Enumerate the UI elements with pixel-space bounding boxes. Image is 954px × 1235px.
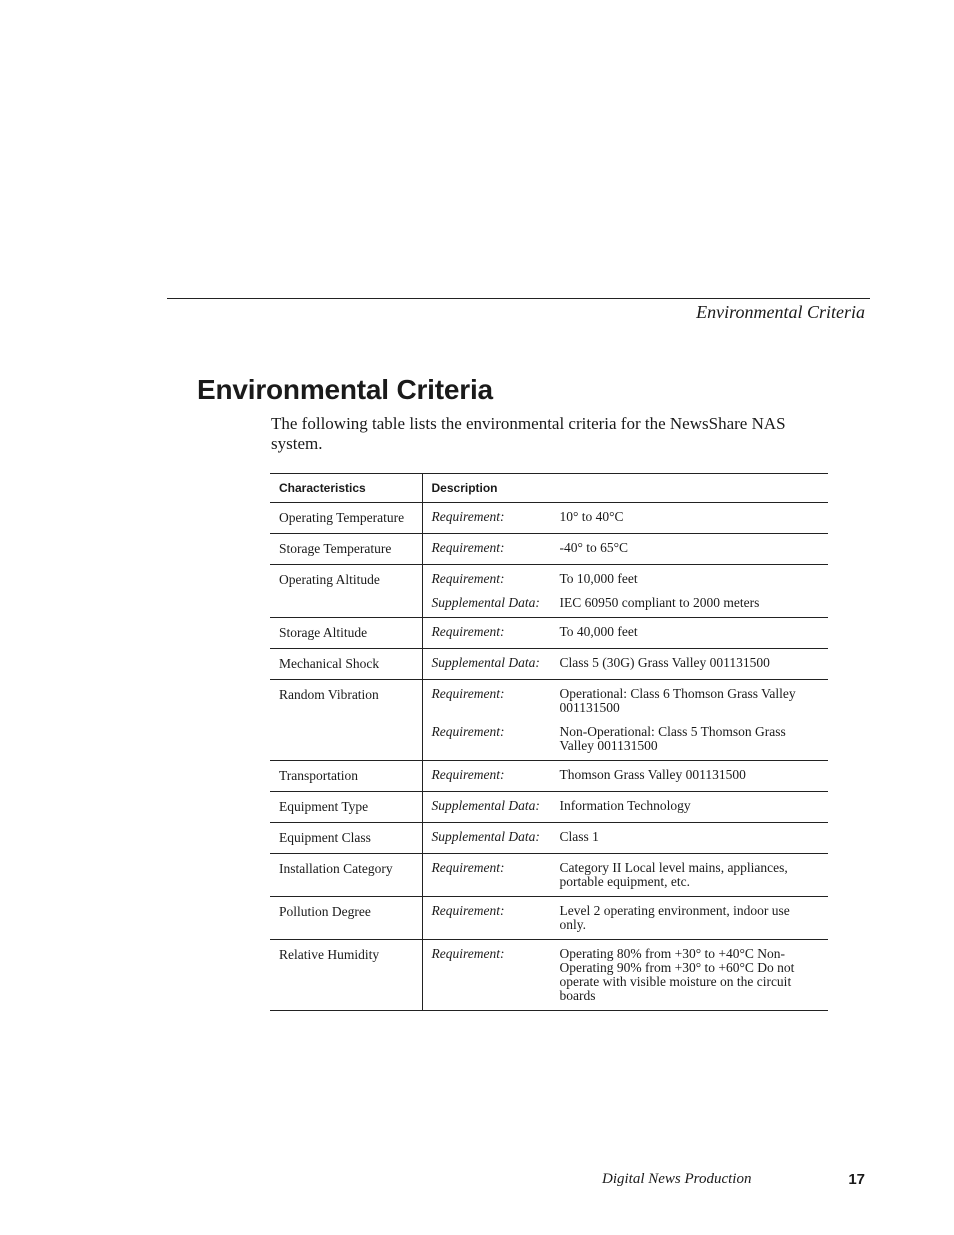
entry-label: Supplemental Data: [431, 798, 540, 813]
description-entry [432, 687, 829, 715]
table-row [270, 649, 828, 680]
description-entry [432, 625, 829, 639]
description-cell [422, 897, 828, 940]
table-row [270, 503, 828, 534]
entry-label: Requirement: [431, 624, 505, 639]
entry-label: Requirement: [431, 860, 505, 875]
description-entry [432, 510, 829, 524]
table-row [270, 680, 828, 761]
description-cell [422, 565, 828, 618]
characteristic-cell: Equipment Class [270, 823, 422, 854]
table-row [270, 940, 828, 1011]
description-entry [432, 947, 829, 1003]
entry-label: Requirement: [431, 767, 505, 782]
header-rule [167, 298, 870, 299]
entry-value: To 10,000 feet [559, 571, 638, 586]
entry-value: Class 1 [559, 829, 599, 844]
characteristic-cell: Operating Temperature [270, 503, 422, 534]
column-header-characteristics: Characteristics [270, 474, 422, 503]
description-entry [432, 830, 829, 844]
entry-label: Requirement: [431, 686, 505, 701]
description-cell [422, 680, 828, 761]
table-row [270, 618, 828, 649]
page-number: 17 [848, 1171, 865, 1188]
entry-value: Operational: Class 6 Thomson Grass Valley 001131500 [559, 686, 796, 715]
description-cell [422, 649, 828, 680]
entry-value: IEC 60950 compliant to 2000 meters [559, 595, 760, 610]
characteristic-cell: Storage Temperature [270, 534, 422, 565]
description-entry [432, 725, 829, 753]
description-cell [422, 761, 828, 792]
entry-value: Information Technology [559, 798, 691, 813]
entry-label: Requirement: [431, 946, 505, 961]
description-cell [422, 618, 828, 649]
column-header-description: Description [431, 481, 498, 495]
entry-value: Thomson Grass Valley 001131500 [559, 767, 746, 782]
table-row [270, 565, 828, 618]
entry-value: Non-Operational: Class 5 Thomson Grass Valley 001131500 [559, 724, 786, 753]
entry-label: Requirement: [431, 903, 505, 918]
characteristic-cell: Operating Altitude [270, 565, 422, 618]
entry-label: Supplemental Data: [431, 655, 540, 670]
page-title: Environmental Criteria [197, 374, 493, 405]
description-cell [422, 792, 828, 823]
entry-label: Supplemental Data: [431, 829, 540, 844]
table-row [270, 854, 828, 897]
entry-label: Requirement: [431, 540, 505, 555]
table-row [270, 534, 828, 565]
characteristic-cell: Storage Altitude [270, 618, 422, 649]
description-entry [432, 596, 829, 610]
description-entry [432, 861, 829, 889]
description-entry [432, 541, 829, 555]
characteristic-cell: Transportation [270, 761, 422, 792]
characteristic-cell: Installation Category [270, 854, 422, 897]
description-cell [422, 854, 828, 897]
table-row [270, 761, 828, 792]
description-cell [422, 940, 828, 1011]
characteristic-cell: Mechanical Shock [270, 649, 422, 680]
entry-value: To 40,000 feet [559, 624, 638, 639]
table-header-row [270, 474, 828, 503]
description-entry [432, 799, 829, 813]
description-cell [422, 503, 828, 534]
entry-value: Level 2 operating environment, indoor use only. [559, 903, 790, 932]
table-row [270, 897, 828, 940]
entry-value: Class 5 (30G) Grass Valley 001131500 [559, 655, 770, 670]
entry-label: Requirement: [431, 571, 505, 586]
entry-value: 10° to 40°C [559, 509, 624, 524]
description-entry [432, 768, 829, 782]
entry-value: -40° to 65°C [559, 540, 629, 555]
footer-title: Digital News Production [602, 1171, 752, 1187]
table-row [270, 792, 828, 823]
entry-value: Category II Local level mains, appliances, portable equipment, etc. [559, 860, 788, 889]
description-entry [432, 656, 829, 670]
entry-label: Requirement: [431, 509, 505, 524]
entry-label: Requirement: [431, 724, 505, 739]
entry-label: Supplemental Data: [431, 595, 540, 610]
characteristic-cell: Random Vibration [270, 680, 422, 761]
description-cell [422, 823, 828, 854]
running-header: Environmental Criteria [696, 302, 865, 322]
environmental-criteria-table [270, 473, 828, 1011]
description-entry [432, 572, 829, 586]
description-entry [432, 904, 829, 932]
description-cell [422, 534, 828, 565]
intro-paragraph: The following table lists the environmental criteria for the NewsShare NAS system. [271, 414, 786, 453]
characteristic-cell: Relative Humidity [270, 940, 422, 1011]
table-body [270, 503, 828, 1011]
characteristic-cell: Pollution Degree [270, 897, 422, 940]
characteristic-cell: Equipment Type [270, 792, 422, 823]
entry-value: Operating 80% from +30° to +40°C Non-Operating 90% from +30° to +60°C Do not operate with visible moisture on the circuit boards [559, 946, 795, 1003]
table-row [270, 823, 828, 854]
